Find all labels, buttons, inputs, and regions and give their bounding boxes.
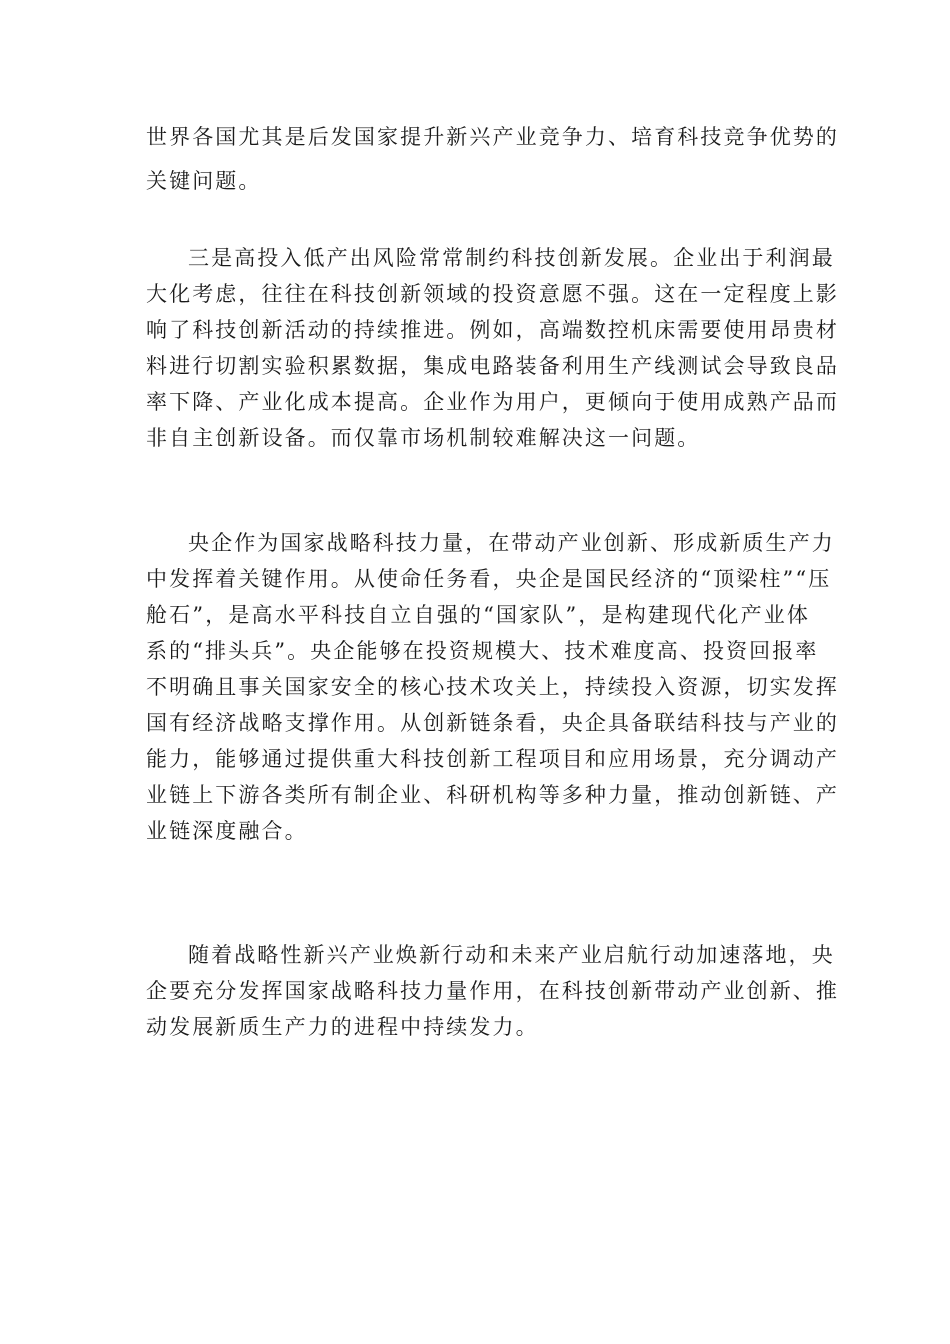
paragraph-line: 大化考虑，往往在科技创新领域的投资意愿不强。这在一定程度上影 (146, 282, 839, 306)
paragraph-line: 能力，能够通过提供重大科技创新工程项目和应用场景，充分调动产 (146, 747, 839, 771)
paragraph-3 (146, 525, 839, 849)
paragraph-line: 中发挥着关键作用。从使命任务看，央企是国民经济的“顶梁柱”“压 (146, 567, 832, 591)
paragraph-line: 动发展新质生产力的进程中持续发力。 (146, 1015, 539, 1039)
paragraph-line: 国有经济战略支撑作用。从创新链条看，央企具备联结科技与产业的 (146, 711, 839, 735)
paragraph-line: 料进行切割实验积累数据，集成电路装备利用生产线测试会导致良品 (146, 354, 839, 378)
paragraph-line: 关键问题。 (146, 169, 262, 193)
paragraph-4 (146, 937, 839, 1045)
paragraph-1 (146, 119, 839, 199)
paragraph-2 (146, 240, 839, 456)
paragraph-line: 非自主创新设备。而仅靠市场机制较难解决这一问题。 (146, 426, 701, 450)
paragraph-line: 业链上下游各类所有制企业、科研机构等多种力量，推动创新链、产 (146, 783, 839, 807)
paragraph-line: 响了科技创新活动的持续推进。例如，高端数控机床需要使用昂贵材 (146, 318, 839, 342)
paragraph-line: 系的“排头兵”。央企能够在投资规模大、技术难度高、投资回报率 (146, 639, 819, 663)
paragraph-line: 业链深度融合。 (146, 819, 308, 843)
paragraph-line: 随着战略性新兴产业焕新行动和未来产业启航行动加速落地，央 (188, 943, 835, 967)
paragraph-line: 率下降、产业化成本提高。企业作为用户，更倾向于使用成熟产品而 (146, 390, 839, 414)
paragraph-line: 三是高投入低产出风险常常制约科技创新发展。企业出于利润最 (188, 246, 835, 270)
paragraph-line: 舱石”，是高水平科技自立自强的“国家队”，是构建现代化产业体 (146, 603, 810, 627)
paragraph-line: 世界各国尤其是后发国家提升新兴产业竞争力、培育科技竞争优势的 (146, 125, 839, 149)
paragraph-line: 央企作为国家战略科技力量，在带动产业创新、形成新质生产力 (188, 531, 835, 555)
paragraph-line: 企要充分发挥国家战略科技力量作用，在科技创新带动产业创新、推 (146, 979, 839, 1003)
paragraph-line: 不明确且事关国家安全的核心技术攻关上，持续投入资源，切实发挥 (146, 675, 839, 699)
